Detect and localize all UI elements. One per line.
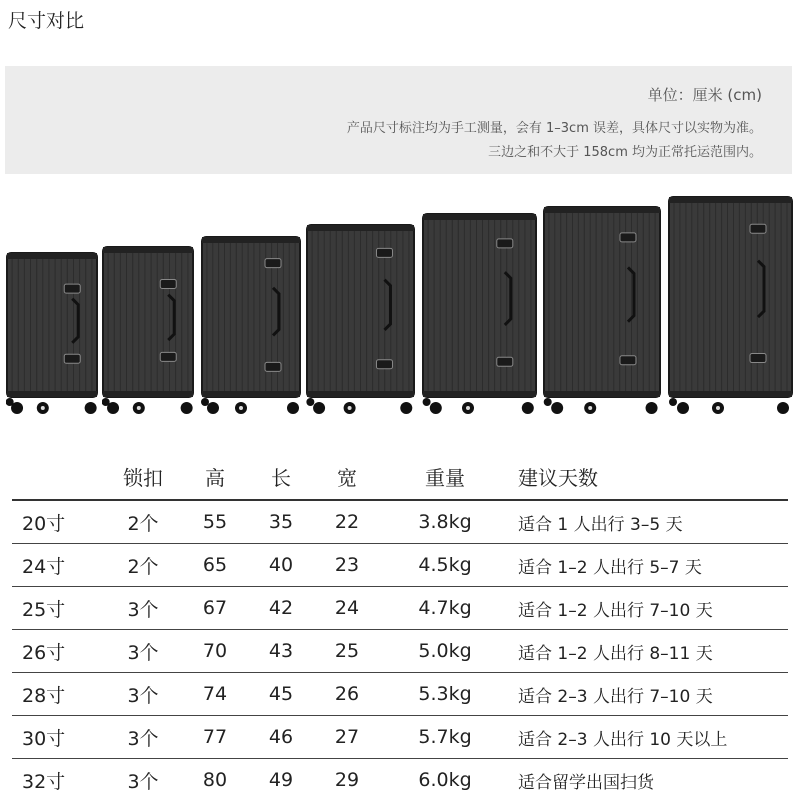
cell-height: 67 xyxy=(182,587,248,630)
cell-locks: 3个 xyxy=(104,630,182,673)
suitcase-lineup xyxy=(0,190,800,420)
table-row xyxy=(12,759,788,801)
checked-baggage-note: 三边之和不大于 158cm 均为正常托运范围内。 xyxy=(488,141,762,160)
cell-length: 43 xyxy=(248,630,314,673)
cell-size: 26寸 xyxy=(12,630,104,673)
header-days: 建议天数 xyxy=(510,453,788,500)
header-length: 长 xyxy=(248,453,314,500)
cell-locks: 3个 xyxy=(104,673,182,716)
cell-height: 74 xyxy=(182,673,248,716)
cell-width: 24 xyxy=(314,587,380,630)
cell-length: 49 xyxy=(248,759,314,801)
header-width: 宽 xyxy=(314,453,380,500)
cell-locks: 2个 xyxy=(104,500,182,544)
cell-width: 22 xyxy=(314,500,380,544)
cell-weight: 4.7kg xyxy=(380,587,510,630)
header-locks: 锁扣 xyxy=(104,453,182,500)
cell-locks: 3个 xyxy=(104,759,182,801)
table-row xyxy=(12,500,788,544)
cell-locks: 2个 xyxy=(104,544,182,587)
spec-table xyxy=(12,453,788,801)
table-row xyxy=(12,587,788,630)
header-size xyxy=(12,453,104,500)
cell-days: 适合 1–2 人出行 5–7 天 xyxy=(510,544,788,587)
suitcase-image xyxy=(306,224,415,418)
cell-days: 适合 2–3 人出行 10 天以上 xyxy=(510,716,788,759)
cell-height: 55 xyxy=(182,500,248,544)
suitcase-image xyxy=(668,196,793,418)
cell-days: 适合 1–2 人出行 7–10 天 xyxy=(510,587,788,630)
page-title: 尺寸对比 xyxy=(8,6,84,33)
cell-days: 适合 1–2 人出行 8–11 天 xyxy=(510,630,788,673)
cell-size: 28寸 xyxy=(12,673,104,716)
table-row xyxy=(12,544,788,587)
table-header-row xyxy=(12,453,788,500)
suitcase-image xyxy=(6,252,98,418)
cell-size: 20寸 xyxy=(12,500,104,544)
cell-height: 80 xyxy=(182,759,248,801)
cell-size: 30寸 xyxy=(12,716,104,759)
cell-locks: 3个 xyxy=(104,716,182,759)
cell-weight: 5.7kg xyxy=(380,716,510,759)
cell-height: 70 xyxy=(182,630,248,673)
cell-length: 35 xyxy=(248,500,314,544)
table-row xyxy=(12,716,788,759)
cell-width: 25 xyxy=(314,630,380,673)
cell-height: 77 xyxy=(182,716,248,759)
cell-days: 适合 1 人出行 3–5 天 xyxy=(510,500,788,544)
cell-weight: 3.8kg xyxy=(380,500,510,544)
cell-size: 32寸 xyxy=(12,759,104,801)
table-row xyxy=(12,673,788,716)
cell-weight: 5.0kg xyxy=(380,630,510,673)
suitcase-image xyxy=(543,206,661,418)
cell-length: 40 xyxy=(248,544,314,587)
suitcase-image xyxy=(201,236,301,418)
cell-length: 45 xyxy=(248,673,314,716)
cell-weight: 4.5kg xyxy=(380,544,510,587)
cell-size: 24寸 xyxy=(12,544,104,587)
cell-length: 46 xyxy=(248,716,314,759)
unit-note: 单位：厘米 (cm) xyxy=(648,84,762,105)
header-height: 高 xyxy=(182,453,248,500)
measurement-note: 产品尺寸标注均为手工测量，会有 1–3cm 误差，具体尺寸以实物为准。 xyxy=(347,117,762,136)
cell-width: 26 xyxy=(314,673,380,716)
cell-days: 适合留学出国扫货 xyxy=(510,759,788,801)
cell-length: 42 xyxy=(248,587,314,630)
suitcase-image xyxy=(102,246,194,418)
cell-width: 27 xyxy=(314,716,380,759)
cell-weight: 5.3kg xyxy=(380,673,510,716)
cell-height: 65 xyxy=(182,544,248,587)
note-box xyxy=(5,66,792,174)
cell-width: 23 xyxy=(314,544,380,587)
cell-locks: 3个 xyxy=(104,587,182,630)
table-row xyxy=(12,630,788,673)
cell-days: 适合 2–3 人出行 7–10 天 xyxy=(510,673,788,716)
suitcase-image xyxy=(422,213,537,418)
cell-weight: 6.0kg xyxy=(380,759,510,801)
header-weight: 重量 xyxy=(380,453,510,500)
cell-size: 25寸 xyxy=(12,587,104,630)
cell-width: 29 xyxy=(314,759,380,801)
